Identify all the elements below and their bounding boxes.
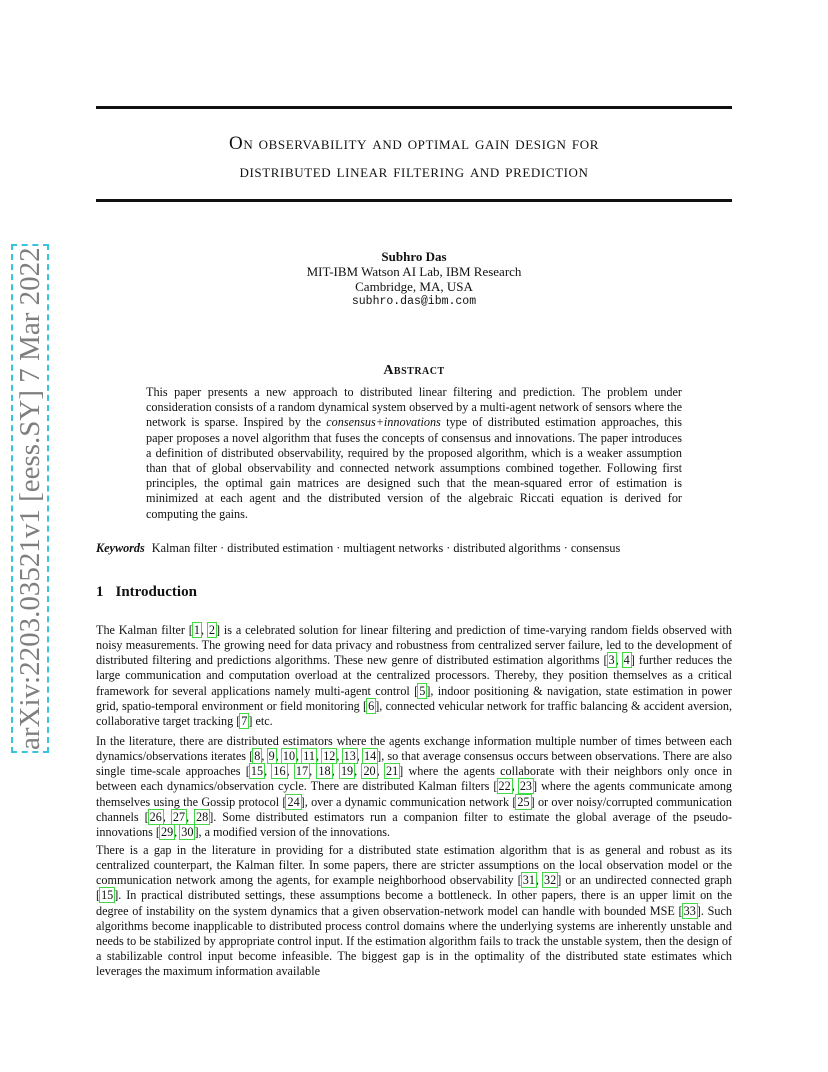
p2-sep: , [331,764,340,779]
p2-sep: , [309,764,318,779]
citation-link[interactable]: 22 [498,779,511,794]
p2-sep: , [261,749,268,764]
citation-link[interactable]: 27 [172,809,186,824]
section-heading [96,584,197,601]
citation-link[interactable]: 14 [363,749,377,764]
author-name: Subhro Das [381,249,447,264]
title-line-1: On observability and optimal gain design for [229,133,599,154]
citation-link[interactable]: 17 [295,764,309,779]
citation-link[interactable]: 8 [254,749,261,764]
citation-link[interactable]: 15 [101,888,114,903]
citation-link[interactable]: 26 [149,809,162,824]
p2-text: ] where the agents collaborate with their neighbors only once in between each dynamics/observation cycle. There are distributed Kalman filters [ [96,764,733,794]
citation-link[interactable]: 24 [287,794,300,809]
citation-link[interactable]: 5 [419,683,426,698]
citation-link[interactable]: 6 [368,698,375,713]
p3-text: There is a gap in the literature in providing for a distributed state estimation algorithm that is as general and robust as its centralized counterpart, the Kalman filter. In some papers, there are stricter assumptions on the local observation model or the communication network among the agents, for example neighborhood observability [ [96,843,732,888]
citation-link[interactable]: 15 [250,764,264,779]
paragraph-3 [96,843,732,979]
citation-link[interactable]: 29 [160,824,174,839]
citation-link[interactable]: 32 [544,873,557,888]
title-line-2: distributed linear filtering and prediction [239,161,589,182]
title-rule-top [96,106,732,109]
p2-sep: , [354,764,363,779]
author-email: subhro.das@ibm.com [351,295,477,308]
abstract-text-b: type of distributed estimation approaches, this paper proposes a novel algorithm that fuses the concepts of consensus and innovations. The paper introduces a definition of distributed observability, required by the proposed algorithm, which is a weaker assumption than that of global observability and connected network assumptions combined together. Following first principles, the optimal gain matrices are designed such that the mean-squared error of estimation is minimized at each agent and the distributed version of the algebraic Riccati equation is derived for computing the gains. [146,415,682,521]
citation-link[interactable]: 7 [241,713,248,728]
p1-text: ] etc. [248,713,273,728]
p1-text: , [615,653,623,668]
p1-text: The Kalman filter [ [96,623,193,637]
abstract-text-em: consensus+innovations [326,415,441,430]
citation-link[interactable]: 28 [196,809,209,824]
p1-text: ], indoor positioning & navigation, state estimation in power grid, spatio-temporal environment or field monitoring [ [96,683,732,713]
p2-text: ], over a dynamic communication network [ [300,794,517,809]
citation-link[interactable]: 11 [303,749,315,764]
p1-text: ], connected vehicular network for traffic balancing & accident aversion, collaborative target tracking [ [96,698,732,728]
p1-text: ] further reduces the large communication and computation overload at the centralized processors. Thereby, they position themselves as a critical framework for several applications namely multi-agent control [ [96,653,733,698]
p2-text: ]. Some distributed estimators run a companion filter to estimate the global average of the pseudo-innovations [ [96,809,733,839]
citation-link[interactable]: 13 [343,749,356,764]
citation-link[interactable]: 10 [282,749,296,764]
abstract-heading: Abstract [383,363,445,378]
p2-sep: , [511,779,519,794]
citation-link[interactable]: 1 [193,623,200,637]
citation-link[interactable]: 30 [181,824,194,839]
p2-sep: , [356,749,363,764]
p2-sep: , [174,824,181,839]
p3-text: ]. In practical distributed settings, these assumptions become a bottleneck. In other papers, there is an upper limit on the degree of instability on the system dynamics that a given observation-network model can handle with bounded MSE [ [96,888,732,918]
keywords-label: Keywords [96,541,145,555]
citation-link[interactable]: 25 [517,794,530,809]
p1-text: , [200,623,208,637]
p3-sep: , [535,873,544,888]
abstract-text-a: This paper presents a new approach to distributed linear filtering and prediction. The problem under consideration consists of a random dynamical system observed by a multi-agent network of sensors where the network is sparse. Inspired by the [146,385,682,430]
p2-text: ], so that average consensus occurs between observations. There are also single time-scale approaches [ [96,749,733,779]
author-affiliation: MIT-IBM Watson AI Lab, IBM Research [306,264,522,279]
p2-sep: , [376,764,385,779]
citation-link[interactable]: 33 [683,903,696,918]
keywords-text: Kalman filter · distributed estimation · multiagent networks · distributed algorithms · consensus [151,541,621,555]
p2-sep: , [296,749,303,764]
paragraph-1 [96,623,732,729]
citation-link[interactable]: 23 [519,779,532,794]
citation-link[interactable]: 21 [385,764,399,779]
p3-text: ]. Such algorithms become inapplicable to distributed process control domains where the underlying systems are inherently unstable and needs to be stabilized by appropriate control input. If the estimation algorithm fails to track the unstable system, then the design of a stabilizable control input become infeasible. The biggest gap is in the optimality of the distributed state estimates which leverages the maximum information available [96,903,732,979]
section-title: Introduction [115,584,197,600]
citation-link[interactable]: 2 [208,623,215,637]
citation-link[interactable]: 19 [340,764,354,779]
arxiv-watermark[interactable] [14,247,47,750]
citation-link[interactable]: 18 [318,764,331,779]
p1-text: ] is a celebrated solution for linear filtering and prediction of time-varying random fields observed with noisy measurements. The growing need for data privacy and robustness from centralized server failure, led to the development of distributed filtering and predictions algorithms. These new genre of distributed estimation algorithms [ [96,623,732,668]
p2-sep: , [275,749,282,764]
p2-sep: , [186,809,196,824]
author-location: Cambridge, MA, USA [355,279,473,294]
paragraph-2 [96,734,732,840]
citation-link[interactable]: 20 [363,764,376,779]
author-block [96,249,732,309]
p2-sep: , [316,749,323,764]
citation-link[interactable]: 31 [522,873,535,888]
section-number: 1 [96,584,104,600]
citation-link[interactable]: 9 [268,749,275,764]
p2-text: ], a modified version of the innovations. [194,824,391,839]
p2-sep: , [162,809,172,824]
keywords [96,541,732,556]
p2-text: In the literature, there are distributed estimators where the agents exchange information multiple number of times between each dynamics/observations iterates [ [96,734,732,764]
citation-link[interactable]: 12 [323,749,336,764]
p3-text: ] or an undirected connected graph [ [96,873,732,903]
citation-link[interactable]: 16 [273,764,286,779]
citation-link[interactable]: 3 [608,653,615,668]
abstract-text [146,385,682,522]
title-rule-bottom [96,199,732,202]
citation-link[interactable]: 4 [623,653,630,668]
paper-title [96,130,732,186]
p2-sep: , [264,764,273,779]
p2-sep: , [286,764,295,779]
p2-sep: , [336,749,343,764]
arxiv-link[interactable]: arXiv:2203.03521v1 [eess.SY] 7 Mar 2022 [14,247,46,750]
p2-text: ] where the agents communicate among themselves using the Gossip protocol [ [96,779,733,809]
p2-text: ] or over noisy/corrupted communication channels [ [96,794,732,824]
